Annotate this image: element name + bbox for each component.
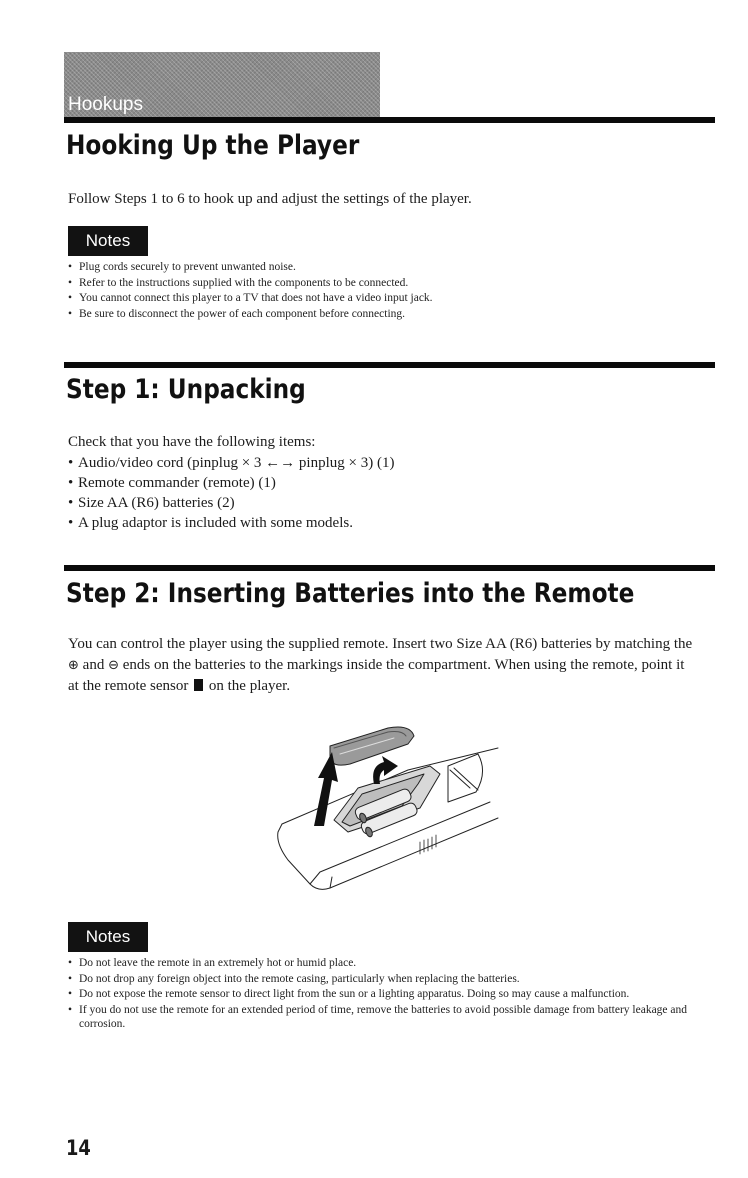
intro-text: Follow Steps 1 to 6 to hook up and adjust the settings of the player. [68,191,472,207]
section-rule [64,117,715,123]
and-text: and [82,657,105,673]
note-item: • If you do not use the remote for an extended period of time, remove the batteries to avoid possible damage from battery leakage and corrosion. [68,1003,720,1032]
notes-list [68,260,718,322]
step2-text-part3: on the player. [208,678,291,694]
note-item: • Do not expose the remote sensor to direct light from the sun or a lighting apparatus. Doing so may cause a malfunction. [68,987,720,1002]
list-item: • A plug adaptor is included with some models. [68,513,394,533]
step2-title: Step 2: Inserting Batteries into the Remote [66,578,635,609]
remote-sensor-icon [194,679,203,691]
list-item: • Size AA (R6) batteries (2) [68,493,394,513]
page-title: Hooking Up the Player [66,130,360,161]
note-item: • Be sure to disconnect the power of each component before connecting. [68,307,718,322]
list-item: • Remote commander (remote) (1) [68,473,394,493]
note-item: • Plug cords securely to prevent unwanted noise. [68,260,718,275]
step2-rule [64,565,715,571]
note-item: • Refer to the instructions supplied with the components to be connected. [68,276,718,291]
note-item: • You cannot connect this player to a TV that does not have a video input jack. [68,291,718,306]
notes-list [68,956,720,1033]
note-item: • Do not leave the remote in an extremely hot or humid place. [68,956,720,971]
step1-title: Step 1: Unpacking [66,374,306,405]
list-item: • Audio/video cord (pinplug × 3 ←→ pinplug × 3) (1) [68,453,394,473]
step1-intro: Check that you have the following items: [68,434,316,450]
step2-paragraph [68,634,698,697]
note-item: • Do not drop any foreign object into the remote casing, particularly when replacing the batteries. [68,972,720,987]
items-list [68,453,394,533]
minus-symbol: ⊖ [108,658,119,673]
remote-battery-illustration [270,722,500,894]
step2-text-part1: You can control the player using the supplied remote. Insert two Size AA (R6) batteries by matching the [68,636,693,652]
page-number: 14 [66,1136,91,1160]
section-tab [64,52,380,118]
step2-text-part2: ends on the batteries to the markings inside the compartment. When using the remote, point it at the remote sensor [68,657,685,694]
notes-badge: Notes [68,922,148,952]
step1-rule [64,362,715,368]
notes-badge: Notes [68,226,148,256]
section-tab-label: Hookups [68,94,143,115]
plus-symbol: ⊕ [68,658,79,673]
